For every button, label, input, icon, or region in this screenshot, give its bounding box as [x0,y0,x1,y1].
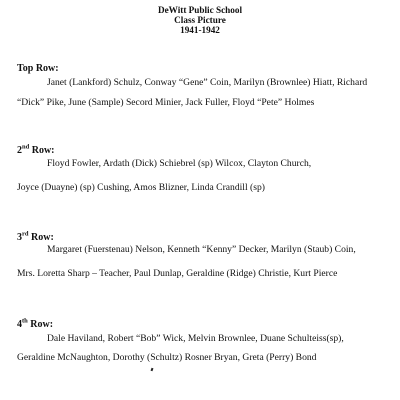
row-heading-top: Top Row: [17,63,59,74]
scan-speck [151,368,154,372]
row-2nd-line-1: Floyd Fowler, Ardath (Dick) Schiebrel (sp) Wilcox, Clayton Church, [47,158,312,169]
row-4th-line-2: Geraldine McNaughton, Dorothy (Schultz) Rosner Bryan, Greta (Perry) Bond [17,352,317,363]
row-2nd-line-2: Joyce (Duayne) (sp) Cushing, Amos Blizner, Linda Crandill (sp) [17,182,265,193]
row-heading-2nd: 2nd Row: [17,143,55,156]
row-heading-4th: 4th Row: [17,317,54,330]
row-4th-line-1: Dale Haviland, Robert “Bob” Wick, Melvin Brownlee, Duane Schulteiss(sp), [47,333,344,344]
row-top-line-1: Janet (Lankford) Schulz, Conway “Gene” Coin, Marilyn (Brownlee) Hiatt, Richard [47,77,368,88]
document-subtitle: Class Picture [174,15,226,25]
row-top-line-2: “Dick” Pike, June (Sample) Secord Minier, Jack Fuller, Floyd “Pete” Holmes [17,97,315,108]
school-years: 1941-1942 [180,25,220,35]
document-header [0,5,400,35]
row-3rd-line-2: Mrs. Loretta Sharp – Teacher, Paul Dunlap, Geraldine (Ridge) Christie, Kurt Pierce [17,268,338,279]
row-3rd-line-1: Margaret (Fuerstenau) Nelson, Kenneth “Kenny” Decker, Marilyn (Staub) Coin, [47,244,356,255]
school-name: DeWitt Public School [157,5,243,15]
row-heading-3rd: 3rd Row: [17,230,54,243]
